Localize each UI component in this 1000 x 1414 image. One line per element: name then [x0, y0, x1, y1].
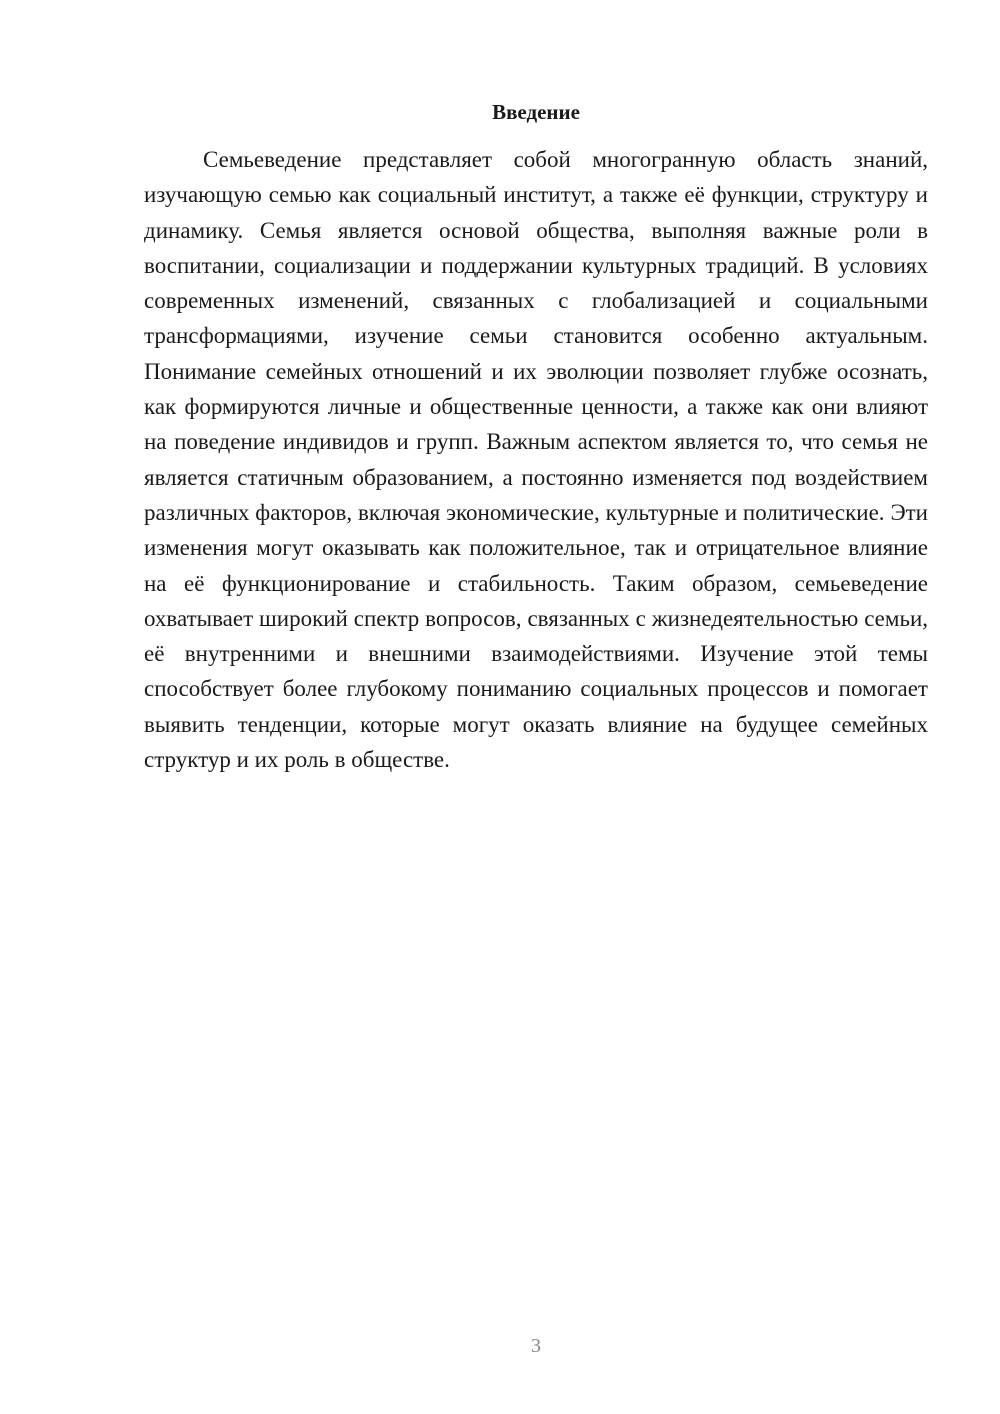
body-paragraph: Семьеведение представляет собой многогранную область знаний, изучающую семью как социальный институт, а также её функции, структуру и динамику. Семья является основой общества, выполняя важные роли в воспитании, социализации и поддержании культурных традиций. В условиях современных изменений, связанных с глобализацией и социальными трансформациями, изучение семьи становится особенно актуальным. Понимание семейных отношений и их эволюции позволяет глубже осознать, как формируются личные и общественные ценности, а также как они влияют на поведение индивидов и групп. Важным аспектом является то, что семья не является статичным образованием, а постоянно изменяется под воздействием различных факторов, включая экономические, культурные и политические. Эти изменения могут оказывать как положительное, так и отрицательное влияние на её функционирование и стабильность. Таким образом, семьеведение охватывает широкий спектр вопросов, связанных с жизнедеятельностью семьи, её внутренними и внешними взаимодействиями. Изучение этой темы способствует более глубокому пониманию социальных процессов и помогает выявить тенденции, которые могут оказать влияние на будущее семейных структур и их роль в обществе.: [144, 147, 928, 773]
section-heading: Введение: [492, 100, 580, 124]
page-number: 3: [531, 1335, 541, 1357]
